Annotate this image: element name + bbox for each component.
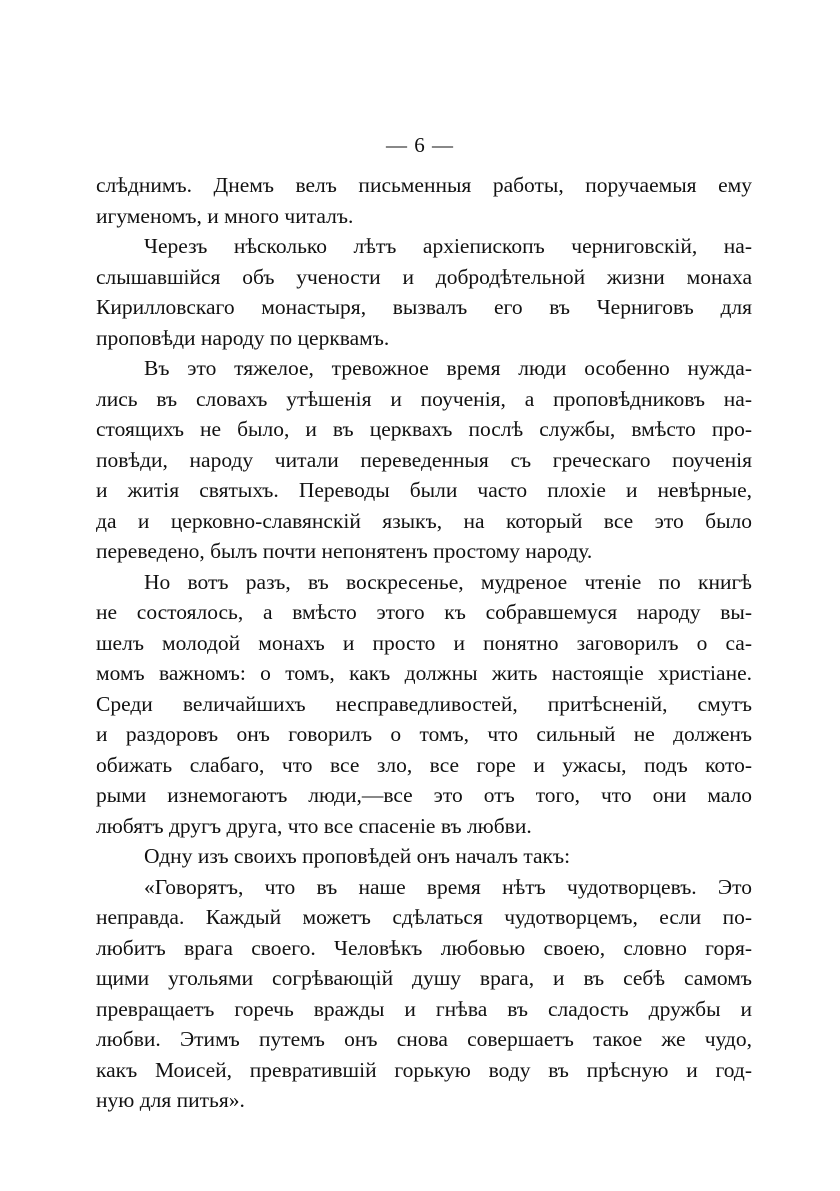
text-body (96, 170, 752, 1116)
page-number: — 6 — (386, 133, 454, 157)
paragraph (96, 841, 752, 872)
paragraph (96, 353, 752, 567)
text-line: не состоялось, а вмѣсто этого къ собравшемуся народу вы- (96, 600, 752, 624)
text-line: любятъ другъ друга, что все спасеніе въ любви. (96, 813, 532, 838)
text-line: да и церковно-славянскій языкъ, на который все это было (96, 508, 752, 533)
text-line: превращаетъ горечь вражды и гнѣва въ сладость дружбы и (96, 996, 752, 1021)
text-line: слѣднимъ. Днемъ велъ письменныя работы, поручаемыя ему (96, 173, 752, 197)
paragraph (96, 872, 752, 1116)
text-line: игуменомъ, и много читалъ. (96, 203, 354, 228)
text-line: проповѣди народу по церквамъ. (96, 325, 390, 350)
text-line: шелъ молодой монахъ и просто и понятно заговорилъ о са- (96, 630, 752, 655)
text-line: какъ Моисей, превратившій горькую воду въ прѣсную и год- (96, 1057, 752, 1082)
text-line: слышавшійся объ учености и добродѣтельной жизни монаха (96, 264, 752, 289)
text-line: ную для питья». (96, 1088, 245, 1112)
text-line: неправда. Каждый можетъ сдѣлаться чудотворцемъ, если по- (96, 905, 752, 929)
text-line: лись въ словахъ утѣшенія и поученія, а проповѣдниковъ на- (96, 386, 752, 411)
text-line: Въ это тяжелое, тревожное время люди особенно нужда- (144, 356, 752, 380)
text-line: обижать слабаго, что все зло, все горе и ужасы, подъ кото- (96, 752, 752, 777)
text-line: Кирилловскаго монастыря, вызвалъ его въ Черниговъ для (96, 295, 752, 319)
paragraph (96, 231, 752, 353)
text-line: Но вотъ разъ, въ воскресенье, мудреное чтеніе по книгѣ (144, 569, 752, 594)
text-line: любитъ врага своего. Человѣкъ любовью своею, словно горя- (96, 935, 752, 960)
text-line: переведено, былъ почти непонятенъ простому народу. (96, 539, 593, 563)
text-line: «Говорятъ, что въ наше время нѣтъ чудотворцевъ. Это (144, 874, 752, 899)
text-line: рыми изнемогаютъ люди,—все это отъ того, что они мало (96, 783, 752, 807)
text-line: повѣди, народу читали переведенныя съ греческаго поученія (96, 447, 752, 472)
text-line: и раздоровъ онъ говорилъ о томъ, что сильный не долженъ (96, 722, 752, 746)
paragraph (96, 567, 752, 842)
text-line: и житія святыхъ. Переводы были часто плохіе и невѣрные, (96, 478, 752, 502)
text-line: Среди величайшихъ несправедливостей, притѣсненій, смутъ (96, 691, 752, 716)
paragraph (96, 170, 752, 231)
text-line: стоящихъ не было, и въ церквахъ послѣ службы, вмѣсто про- (96, 417, 752, 441)
text-line: щими угольями согрѣвающій душу врага, и въ себѣ самомъ (96, 966, 752, 990)
text-line: момъ важномъ: о томъ, какъ должны жить настоящіе христiане. (96, 661, 752, 685)
text-line: Одну изъ своихъ проповѣдей онъ началъ такъ: (144, 844, 571, 868)
text-line: любви. Этимъ путемъ онъ снова совершаетъ такое же чудо, (96, 1027, 752, 1051)
text-line: Черезъ нѣсколько лѣтъ архіепископъ черниговскій, на- (144, 234, 752, 258)
